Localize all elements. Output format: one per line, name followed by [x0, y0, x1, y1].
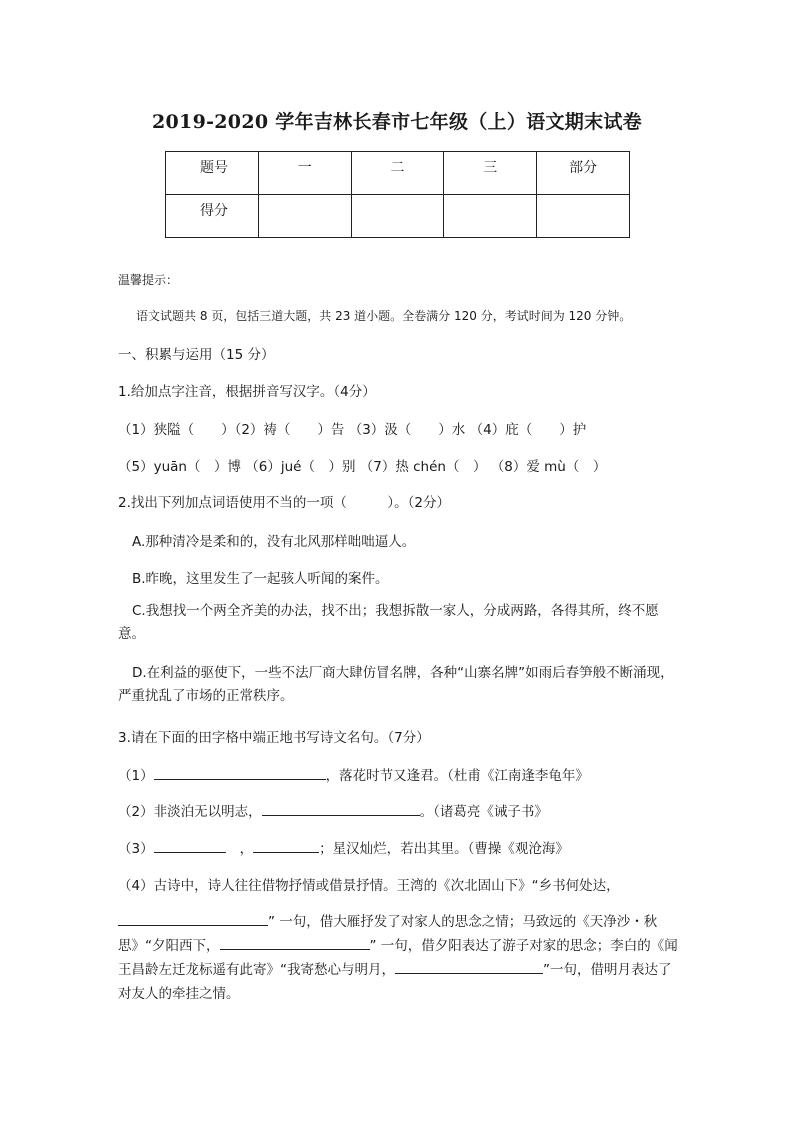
question-3-item-1	[118, 764, 589, 784]
question-1-stem: 1.给加点字注音，根据拼音写汉字。（4分）	[118, 384, 376, 400]
tips-content: 语文试题共 8 页，包括三道大题，共 23 道小题。全卷满分 120 分，考试时间为 120 分钟。	[136, 309, 632, 323]
score-input-cell[interactable]	[444, 195, 537, 238]
score-table	[165, 151, 630, 238]
question-3-item-4-body	[118, 910, 684, 1006]
question-1-line-2: （5）yuān（ ）博 （6）jué（ ）别 （7）热 chén（ ） （8）爱 mù（ ）	[118, 459, 607, 475]
option-b: B.昨晚，这里发生了一起骇人听闻的案件。	[132, 571, 389, 587]
item-suffix: 。（诸葛亮《诫子书》	[419, 804, 548, 820]
item-separator: ，	[239, 841, 254, 857]
table-cell: 一	[258, 152, 351, 195]
table-row	[166, 195, 630, 238]
item-prefix: （1）	[118, 768, 154, 784]
question-1-line-1: （1）狭隘（ ）（2）祷（ ）告 （3）汲（ ）水 （4）庇（ ）护	[118, 422, 587, 438]
table-row	[166, 152, 630, 195]
score-input-cell[interactable]	[258, 195, 351, 238]
section-heading: 一、积累与运用（15 分）	[118, 347, 275, 363]
answer-blank[interactable]	[262, 801, 420, 816]
question-3-item-3	[118, 837, 569, 857]
option-a: A.那种清冷是柔和的，没有北风那样咄咄逼人。	[132, 534, 416, 550]
question-3-item-4-intro: （4）古诗中，诗人往往借物抒情或借景抒情。王湾的《次北固山下》“乡书何处达，	[118, 878, 620, 894]
tips-label: 温馨提示：	[118, 273, 179, 287]
answer-blank[interactable]	[220, 935, 370, 950]
item-prefix: （2）非淡泊无以明志，	[118, 804, 262, 820]
answer-blank[interactable]	[395, 959, 543, 974]
answer-blank[interactable]	[154, 838, 226, 853]
item-text: ” 一句，借大雁抒发了对家人的思念之情；马致远的《天净沙・秋思》“夕阳西下，	[118, 914, 658, 954]
question-3-stem: 3.请在下面的田字格中端正地书写诗文名句。（7分）	[118, 730, 430, 746]
question-2-stem: 2.找出下列加点词语使用不当的一项（ ）。（2分）	[118, 495, 450, 511]
table-cell: 三	[444, 152, 537, 195]
table-cell: 部分	[537, 152, 630, 195]
table-cell: 得分	[166, 195, 259, 238]
page-title: 2019-2020 学年吉林长春市七年级（上）语文期末试卷	[152, 111, 642, 133]
answer-blank[interactable]	[118, 911, 268, 926]
option-d: D.在利益的驱使下，一些不法厂商大肆仿冒名牌，各种“山寨名牌”如雨后春笋般不断涌现，严重扰乱了市场的正常秩序。	[118, 665, 674, 704]
score-input-cell[interactable]	[537, 195, 630, 238]
item-prefix: （3）	[118, 841, 154, 857]
answer-blank[interactable]	[154, 765, 326, 780]
table-cell: 二	[351, 152, 444, 195]
answer-blank[interactable]	[253, 838, 319, 853]
question-3-item-2	[118, 800, 548, 820]
table-cell: 题号	[166, 152, 259, 195]
option-c: C.我想找一个两全齐美的办法，找不出；我想拆散一家人，分成两路，各得其所，终不愿意。	[118, 603, 659, 642]
item-suffix: ；星汉灿烂，若出其里。（曹操《观沧海》	[319, 841, 569, 857]
item-suffix: ，落花时节又逢君。（杜甫《江南逢李龟年》	[325, 768, 589, 784]
score-input-cell[interactable]	[351, 195, 444, 238]
item-text: ” 一句，借夕阳表达了游子对家的思念；李白的《闻王昌龄左迁龙标遥有此寄》“我寄愁心与明月，	[118, 938, 678, 978]
item-text: ”一句，借明月表达了对友人的牵挂之情。	[118, 962, 672, 1002]
